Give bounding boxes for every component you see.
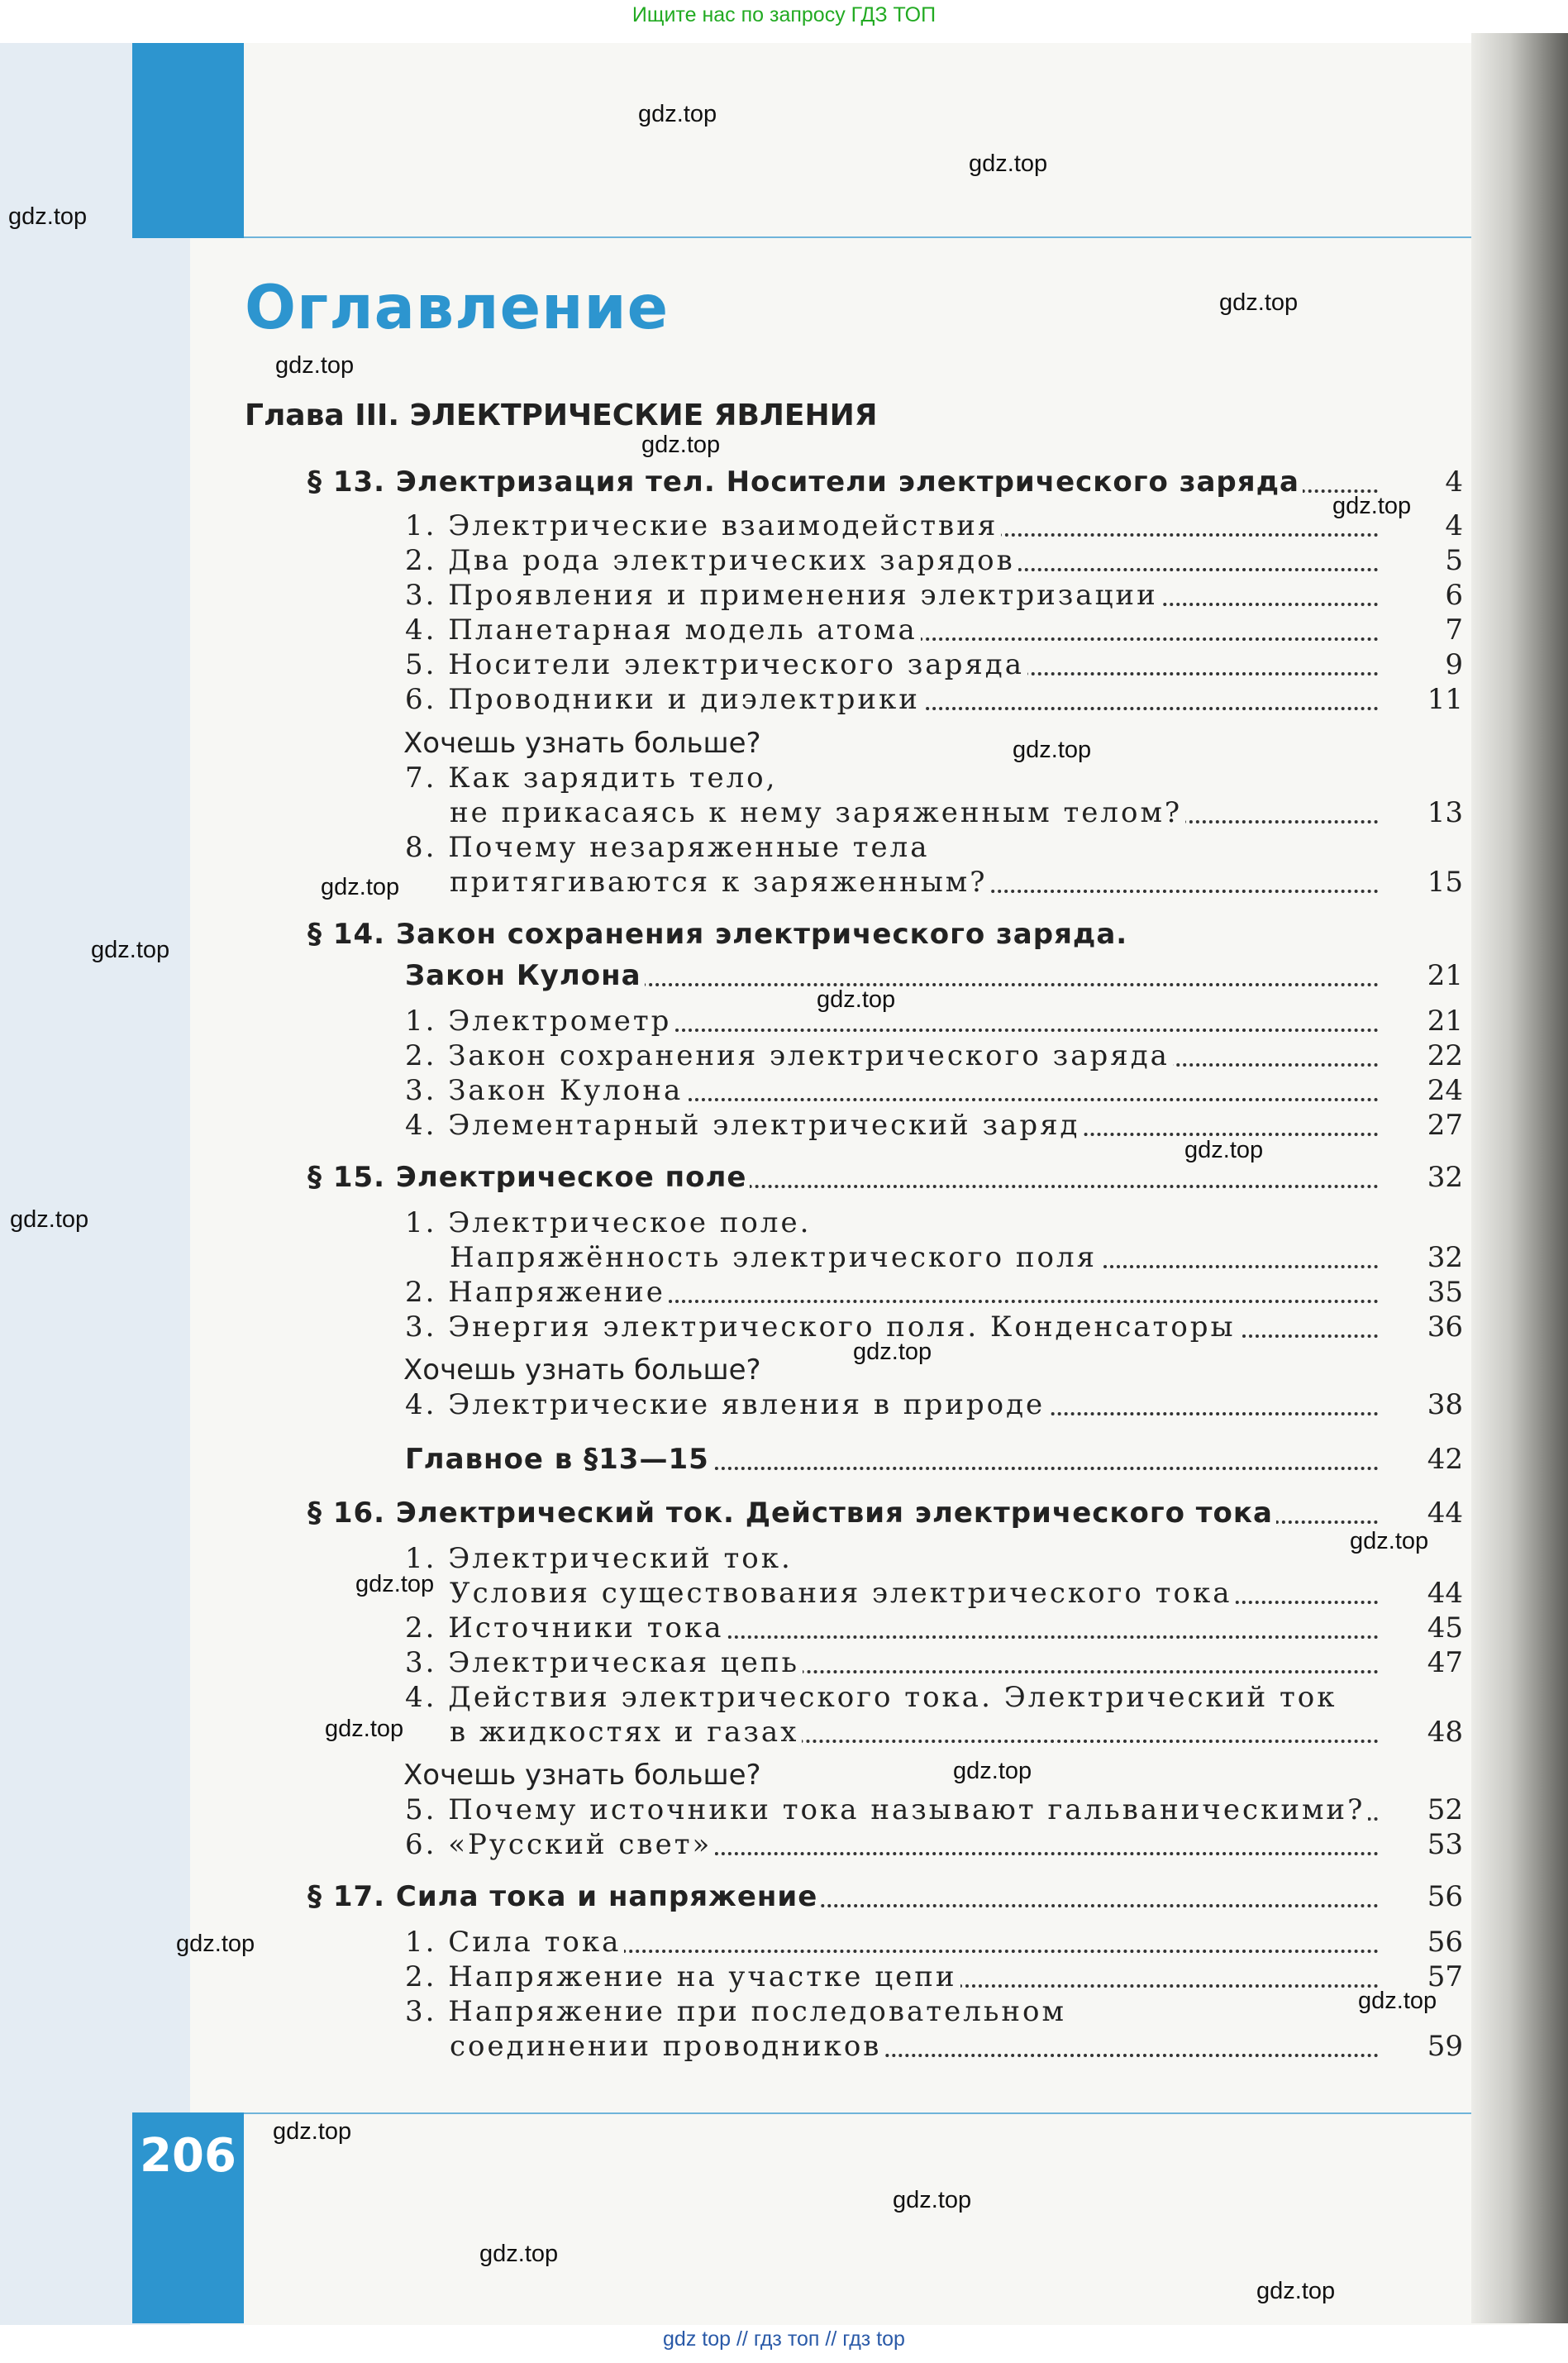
toc-entry-page: 4: [1445, 465, 1463, 499]
toc-entry-title: Напряжённость электрического поля: [450, 1240, 1100, 1275]
toc-entry-title: 1. Электрометр: [405, 1004, 674, 1038]
toc-entry-page: 53: [1427, 1828, 1463, 1861]
toc-entry-page: 27: [1427, 1109, 1463, 1142]
toc-entry-page: 21: [1427, 959, 1463, 992]
chapter-title: Глава III. ЭЛЕКТРИЧЕСКИЕ ЯВЛЕНИЯ: [245, 399, 878, 432]
toc-entry-title: 3. Закон Кулона: [405, 1073, 686, 1108]
toc-entry-page: 4: [1445, 509, 1463, 542]
toc-entry-title: 1. Электрические взаимодействия: [405, 508, 1001, 543]
toc-entry: [0, 543, 1471, 578]
toc-entry: [0, 1879, 1471, 1914]
toc-entry: [0, 865, 1471, 900]
watermark-text: gdz.top: [893, 2187, 972, 2213]
toc-entry-title: 5. Почему источники тока называют гальваническими?: [405, 1793, 1368, 1827]
watermark-text: gdz.top: [817, 986, 896, 1013]
toc-entry: [0, 1275, 1471, 1310]
toc-entry: [0, 761, 1471, 795]
toc-entry: [0, 1038, 1471, 1073]
watermark-text: gdz.top: [853, 1339, 932, 1365]
toc-entry-page: 15: [1427, 866, 1463, 899]
toc-entry-title: Закон Кулона: [405, 958, 645, 993]
toc-entry: [0, 1827, 1471, 1862]
toc-entry-page: 56: [1427, 1880, 1463, 1913]
toc-entry-page: 48: [1427, 1716, 1463, 1749]
toc-entry-title: 1. Электрическое поле.: [405, 1205, 814, 1240]
toc-entry: [0, 682, 1471, 717]
toc-entry-page: 32: [1427, 1241, 1463, 1274]
watermark-text: gdz.top: [969, 150, 1048, 177]
toc-entry-title: 3. Электрическая цепь: [405, 1645, 803, 1680]
toc-entry-title: 4. Действия электрического тока. Электрический ток: [405, 1680, 1340, 1715]
toc-entry: [0, 1715, 1471, 1750]
toc-entry: [0, 613, 1471, 647]
toc-entry-title: 6. Проводники и диэлектрики: [405, 682, 923, 717]
toc-entry-title: притягиваются к заряженным?: [450, 865, 990, 900]
toc-entry: [0, 1160, 1471, 1195]
toc-entry: [0, 1442, 1471, 1477]
toc-entry: [0, 1994, 1471, 2029]
toc-entry-title: § 16. Электрический ток. Действия электрического тока: [307, 1496, 1276, 1530]
toc-entry-page: 52: [1427, 1793, 1463, 1826]
watermark-text: gdz.top: [1332, 493, 1412, 519]
watermark-text: gdz.top: [8, 203, 88, 230]
toc-entry-page: 36: [1427, 1310, 1463, 1344]
toc-entry-title: 3. Проявления и применения электризации: [405, 578, 1161, 613]
toc-entry-title: § 17. Сила тока и напряжение: [307, 1879, 821, 1914]
page-number: 206: [140, 2129, 236, 2183]
toc-entry-title: 4. Элементарный электрический заряд: [405, 1108, 1083, 1143]
toc-entry-title: § 15. Электрическое поле: [307, 1160, 750, 1195]
toc-entry-page: 21: [1427, 1005, 1463, 1038]
toc-entry-title: Хочешь узнать больше?: [403, 1758, 765, 1793]
toc-entry-title: в жидкостях и газах: [450, 1715, 802, 1750]
toc-entry-title: 7. Как зарядить тело,: [405, 761, 780, 795]
toc-entry: [0, 1310, 1471, 1344]
toc-entry-page: 13: [1427, 796, 1463, 829]
toc-entry: [0, 1645, 1471, 1680]
watermark-text: gdz.top: [1219, 289, 1299, 316]
watermark-text: gdz.top: [638, 101, 717, 127]
bottom-rule: [244, 2112, 1471, 2114]
toc-entry-page: 9: [1445, 648, 1463, 681]
toc-entry: [0, 647, 1471, 682]
toc-entry-page: 38: [1427, 1388, 1463, 1421]
watermark-text: gdz.top: [1358, 1988, 1437, 2014]
watermark-text: gdz.top: [1184, 1137, 1264, 1163]
toc-entry-page: 47: [1427, 1646, 1463, 1679]
toc-entry: [0, 1576, 1471, 1611]
watermark-text: gdz.top: [321, 874, 400, 900]
toc-entry-title: 2. Источники тока: [405, 1611, 727, 1645]
toc-entry-title: 1. Сила тока: [405, 1925, 624, 1960]
toc-entry-page: 6: [1445, 579, 1463, 612]
toc-entry: [0, 1353, 1471, 1387]
toc-entry: [0, 1541, 1471, 1576]
toc-entry-page: 22: [1427, 1039, 1463, 1072]
toc-entry-title: Хочешь узнать больше?: [403, 1353, 765, 1387]
toc-entry: [0, 1387, 1471, 1422]
top-rule: [244, 236, 1471, 238]
toc-entry-page: 44: [1427, 1577, 1463, 1610]
toc-entry: [0, 578, 1471, 613]
toc-entry-page: 57: [1427, 1960, 1463, 1993]
toc-entry-page: 56: [1427, 1926, 1463, 1959]
watermark-text: gdz.top: [953, 1758, 1032, 1784]
toc-entry-title: 6. «Русский свет»: [405, 1827, 715, 1862]
watermark-text: gdz.top: [275, 352, 355, 379]
top-banner: Ищите нас по запросу ГДЗ ТОП: [631, 3, 937, 26]
toc-entry-title: 3. Напряжение при последовательном: [405, 1994, 1070, 2029]
toc-entry-page: 42: [1427, 1443, 1463, 1476]
toc-entry-title: 4. Электрические явления в природе: [405, 1387, 1048, 1422]
page-title: Оглавление: [245, 273, 670, 343]
watermark-text: gdz.top: [1350, 1528, 1429, 1554]
toc-entry: [0, 1073, 1471, 1108]
toc-entry: [0, 1680, 1471, 1715]
watermark-text: gdz.top: [1013, 737, 1092, 763]
toc-entry-title: § 13. Электризация тел. Носители электрического заряда: [307, 465, 1303, 499]
toc-entry: [0, 508, 1471, 543]
watermark-text: gdz.top: [273, 2118, 352, 2145]
toc-entry-page: 45: [1427, 1611, 1463, 1645]
toc-entry-page: 11: [1427, 683, 1463, 716]
watermark-text: gdz.top: [91, 937, 170, 963]
toc-entry: [0, 1240, 1471, 1275]
toc-entry: [0, 2029, 1471, 2064]
watermark-text: gdz.top: [355, 1571, 435, 1597]
toc-entry-page: 35: [1427, 1276, 1463, 1309]
watermark-text: gdz.top: [176, 1931, 255, 1957]
toc-entry-title: Условия существования электрического тока: [450, 1576, 1235, 1611]
toc-entry-title: 2. Напряжение на участке цепи: [405, 1960, 960, 1994]
toc-entry: [0, 1611, 1471, 1645]
toc-entry: [0, 1758, 1471, 1793]
toc-entry-title: 2. Напряжение: [405, 1275, 669, 1310]
watermark-text: gdz.top: [325, 1716, 404, 1742]
blue-tab-top: [132, 43, 244, 238]
toc-entry: [0, 726, 1471, 761]
toc-entry-title: 4. Планетарная модель атома: [405, 613, 921, 647]
watermark-text: gdz.top: [10, 1206, 89, 1233]
watermark-text: gdz.top: [1256, 2278, 1336, 2304]
toc-entry-title: не прикасаясь к нему заряженным телом?: [450, 795, 1185, 830]
toc-entry-title: § 14. Закон сохранения электрического заряда.: [307, 917, 1131, 952]
toc-entry-title: Хочешь узнать больше?: [403, 726, 765, 761]
toc-entry-title: 5. Носители электрического заряда: [405, 647, 1027, 682]
toc-entry-title: 2. Два рода электрических зарядов: [405, 543, 1018, 578]
toc-entry-title: 1. Электрический ток.: [405, 1541, 796, 1576]
toc-entry-title: 2. Закон сохранения электрического заряда: [405, 1038, 1173, 1073]
toc-entry: [0, 830, 1471, 865]
toc-entry-page: 7: [1445, 613, 1463, 647]
footer-banner: gdz top // гдз топ // гдз top: [663, 2327, 905, 2351]
toc-entry: [0, 795, 1471, 830]
toc-entry: [0, 1496, 1471, 1530]
toc-entry-page: 5: [1445, 544, 1463, 577]
toc-entry: [0, 1205, 1471, 1240]
watermark-text: gdz.top: [479, 2241, 559, 2267]
toc-entry-page: 24: [1427, 1074, 1463, 1107]
toc-entry-page: 59: [1427, 2030, 1463, 2063]
book-spine-shadow: [1471, 33, 1568, 2323]
toc-entry-title: Главное в §13—15: [405, 1442, 713, 1477]
toc-entry-page: 44: [1427, 1497, 1463, 1530]
toc-entry-title: 3. Энергия электрического поля. Конденсаторы: [405, 1310, 1239, 1344]
toc-entry: [0, 958, 1471, 993]
toc-entry: [0, 1960, 1471, 1994]
toc-entry-title: соединении проводников: [450, 2029, 884, 2064]
toc-entry: [0, 1793, 1471, 1827]
toc-entry: [0, 465, 1471, 499]
toc-entry-page: 32: [1427, 1161, 1463, 1194]
watermark-text: gdz.top: [641, 432, 721, 458]
toc-entry-title: 8. Почему незаряженные тела: [405, 830, 933, 865]
toc-entry: [0, 1004, 1471, 1038]
toc-entry: [0, 917, 1471, 952]
